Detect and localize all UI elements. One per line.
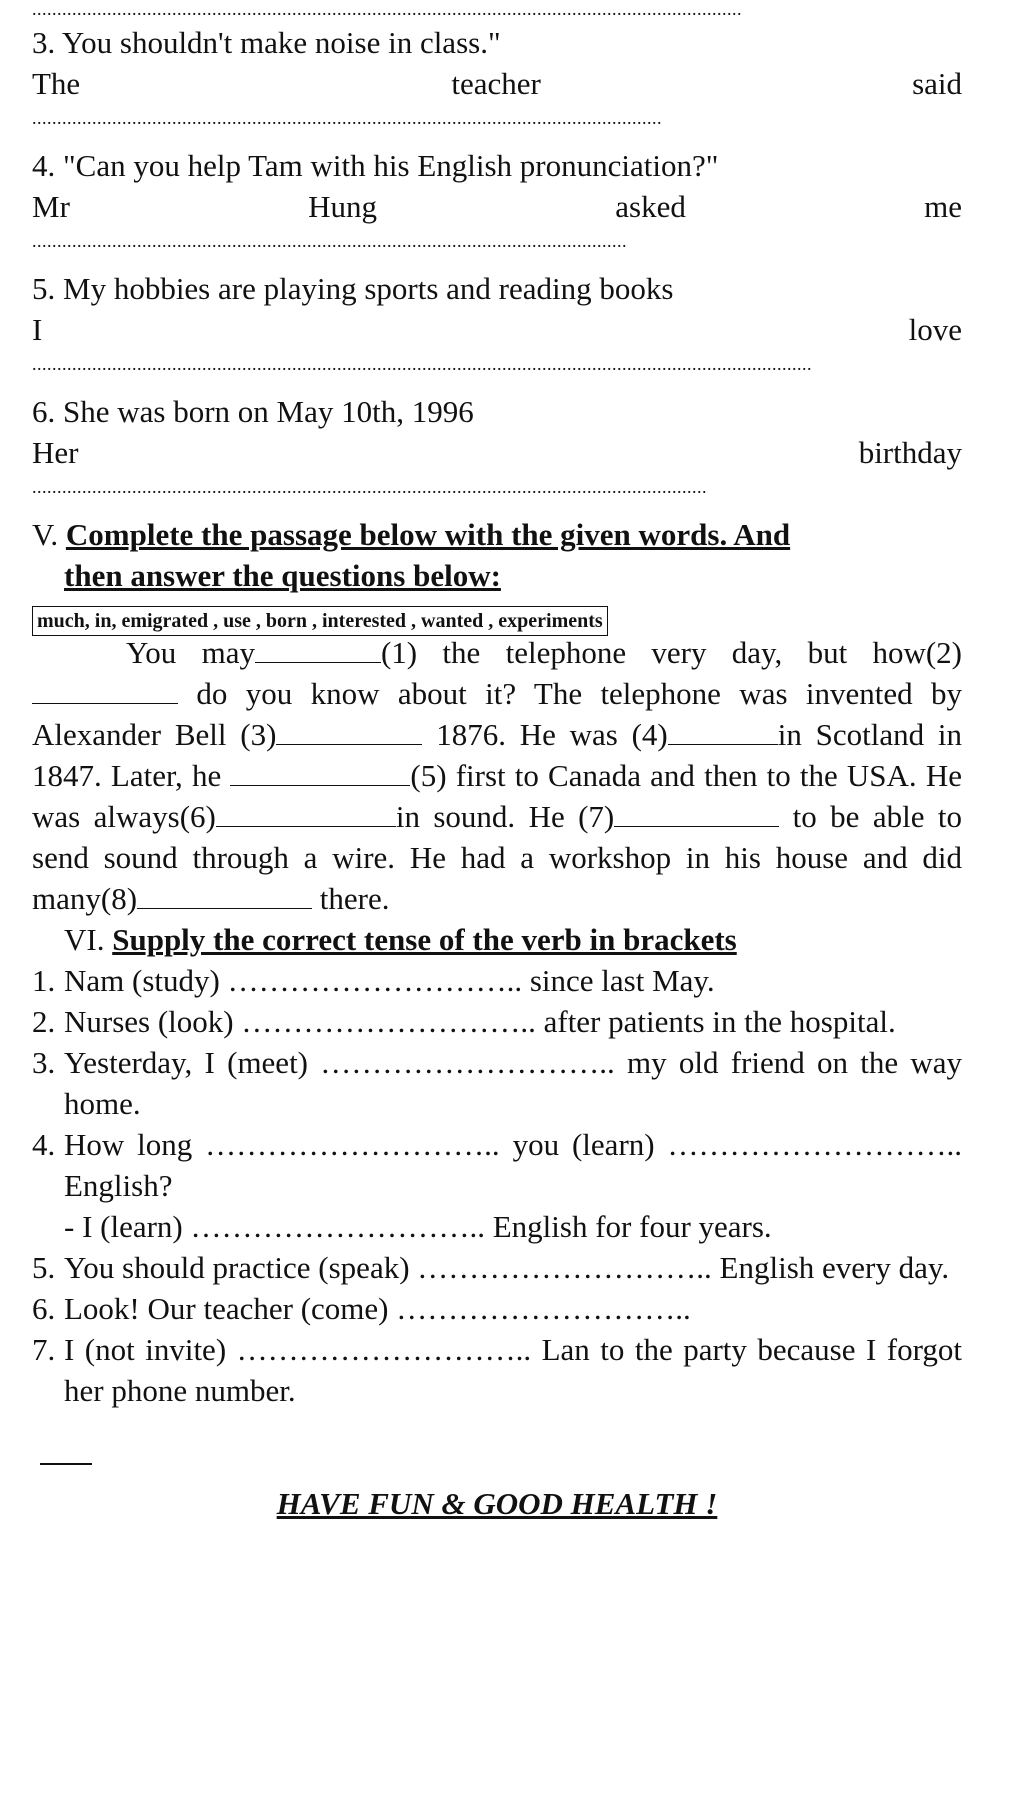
section-v-heading-cont bbox=[32, 555, 962, 596]
sentence-starter bbox=[32, 432, 962, 473]
passage-text: there. bbox=[312, 881, 390, 916]
passage-text: 1876. He was (4) bbox=[422, 717, 668, 752]
item-number: 1. bbox=[32, 963, 56, 998]
starter-word: asked bbox=[615, 189, 686, 224]
verb-exercise-item bbox=[32, 1247, 962, 1288]
answer-dotted-line: .............................................................................................................................................. bbox=[32, 0, 742, 19]
sentence-starter bbox=[32, 186, 962, 227]
blank-4[interactable] bbox=[668, 714, 778, 745]
spacer bbox=[32, 1411, 962, 1463]
item-text[interactable]: Nurses (look) ……………………….. after patients in the hospital. bbox=[64, 1004, 896, 1039]
passage-text: (1) the telephone very day, but how(2) bbox=[380, 635, 963, 670]
starter-word: Mr bbox=[32, 189, 70, 224]
item-number: 3. bbox=[32, 1045, 56, 1080]
item-number: 5. bbox=[32, 1250, 56, 1285]
blank-5[interactable] bbox=[230, 755, 410, 786]
item-text[interactable]: Nam (study) ……………………….. since last May. bbox=[64, 963, 715, 998]
verb-exercise-item bbox=[32, 1001, 962, 1042]
starter-word: birthday bbox=[858, 435, 962, 470]
item-number: 7. bbox=[32, 1332, 56, 1367]
passage-text: to be able to send sound through a wire. He had a workshop in his house and did many(8) bbox=[32, 799, 962, 916]
section-numeral: V. bbox=[32, 517, 59, 552]
starter-word: Hung bbox=[308, 189, 378, 224]
exercise-prompt: 4. "Can you help Tam with his English pronunciation?" bbox=[32, 148, 719, 183]
closing-message: HAVE FUN & GOOD HEALTH ! bbox=[276, 1486, 718, 1521]
item-text[interactable]: How long ……………………….. you (learn) ……………………….. English? bbox=[64, 1127, 962, 1203]
answer-dotted-line[interactable]: .............................................................................................................................. bbox=[32, 108, 662, 128]
sentence-starter bbox=[32, 309, 962, 350]
section-numeral: VI. bbox=[64, 922, 105, 957]
item-number: 4. bbox=[32, 1127, 56, 1162]
exercise-prompt: 6. She was born on May 10th, 1996 bbox=[32, 394, 474, 429]
item-number bbox=[32, 1206, 64, 1247]
item-text[interactable]: Yesterday, I (meet) ……………………….. my old friend on the way home. bbox=[64, 1045, 962, 1121]
passage-text: in Scotland in 1847. Later, he bbox=[32, 717, 962, 793]
passage-text: do you know about it? The telephone was invented by Alexander Bell (3) bbox=[32, 676, 962, 752]
verb-exercise-item bbox=[32, 1042, 962, 1124]
section-title-cont: then answer the questions below: bbox=[64, 558, 501, 593]
item-text[interactable]: I (not invite) ……………………….. Lan to the party because I forgot her phone number. bbox=[64, 1332, 962, 1408]
section-title: Complete the passage below with the given words. And bbox=[65, 517, 791, 552]
word-box-row bbox=[32, 596, 962, 632]
starter-word: said bbox=[912, 66, 962, 101]
answer-dotted-line[interactable]: ....................................................................................................................... bbox=[32, 231, 627, 251]
worksheet-page bbox=[32, 0, 962, 1524]
verb-exercise-item bbox=[32, 1206, 962, 1247]
blank-7[interactable] bbox=[614, 796, 779, 827]
passage-text: You may bbox=[126, 635, 255, 670]
sentence-starter bbox=[32, 63, 962, 104]
passage-text: (5) first to Canada and then to the USA. He was always(6) bbox=[32, 758, 962, 834]
blank-6[interactable] bbox=[216, 796, 396, 827]
item-number: 2. bbox=[32, 1004, 56, 1039]
passage-text: in sound. He (7) bbox=[395, 799, 615, 834]
section-v-heading bbox=[32, 514, 962, 555]
starter-word: The bbox=[32, 66, 81, 101]
reading-passage bbox=[32, 632, 962, 919]
blank-3[interactable] bbox=[276, 714, 422, 745]
section-title: Supply the correct tense of the verb in brackets bbox=[112, 922, 737, 957]
blank-1[interactable] bbox=[255, 632, 381, 663]
starter-word: teacher bbox=[451, 66, 541, 101]
divider bbox=[40, 1463, 92, 1465]
blank-2[interactable] bbox=[32, 673, 178, 704]
answer-dotted-line[interactable]: ....................................................................................................................................... bbox=[32, 477, 707, 497]
verb-exercise-item bbox=[32, 960, 962, 1001]
verb-exercise-item bbox=[32, 1124, 962, 1206]
item-text[interactable]: You should practice (speak) ……………………….. English every day. bbox=[64, 1250, 950, 1285]
answer-dotted-line[interactable]: ............................................................................................................................................................ bbox=[32, 354, 812, 374]
exercise-prompt: 3. You shouldn't make noise in class." bbox=[32, 25, 501, 60]
starter-word: me bbox=[924, 189, 962, 224]
verb-exercise-item bbox=[32, 1288, 962, 1329]
starter-word: I bbox=[32, 312, 43, 347]
word-box: much, in, emigrated , use , born , interested , wanted , experiments bbox=[32, 606, 608, 636]
item-number: 6. bbox=[32, 1291, 56, 1326]
item-text[interactable]: - I (learn) ……………………….. English for four years. bbox=[64, 1209, 772, 1244]
verb-exercise-item bbox=[32, 1329, 962, 1411]
passage-paragraph bbox=[32, 632, 962, 919]
blank-8[interactable] bbox=[137, 878, 312, 909]
section-vi-heading bbox=[32, 919, 962, 960]
starter-word: Her bbox=[32, 435, 79, 470]
exercise-prompt: 5. My hobbies are playing sports and reading books bbox=[32, 271, 674, 306]
item-text[interactable]: Look! Our teacher (come) ……………………….. bbox=[64, 1291, 691, 1326]
starter-word: love bbox=[908, 312, 962, 347]
